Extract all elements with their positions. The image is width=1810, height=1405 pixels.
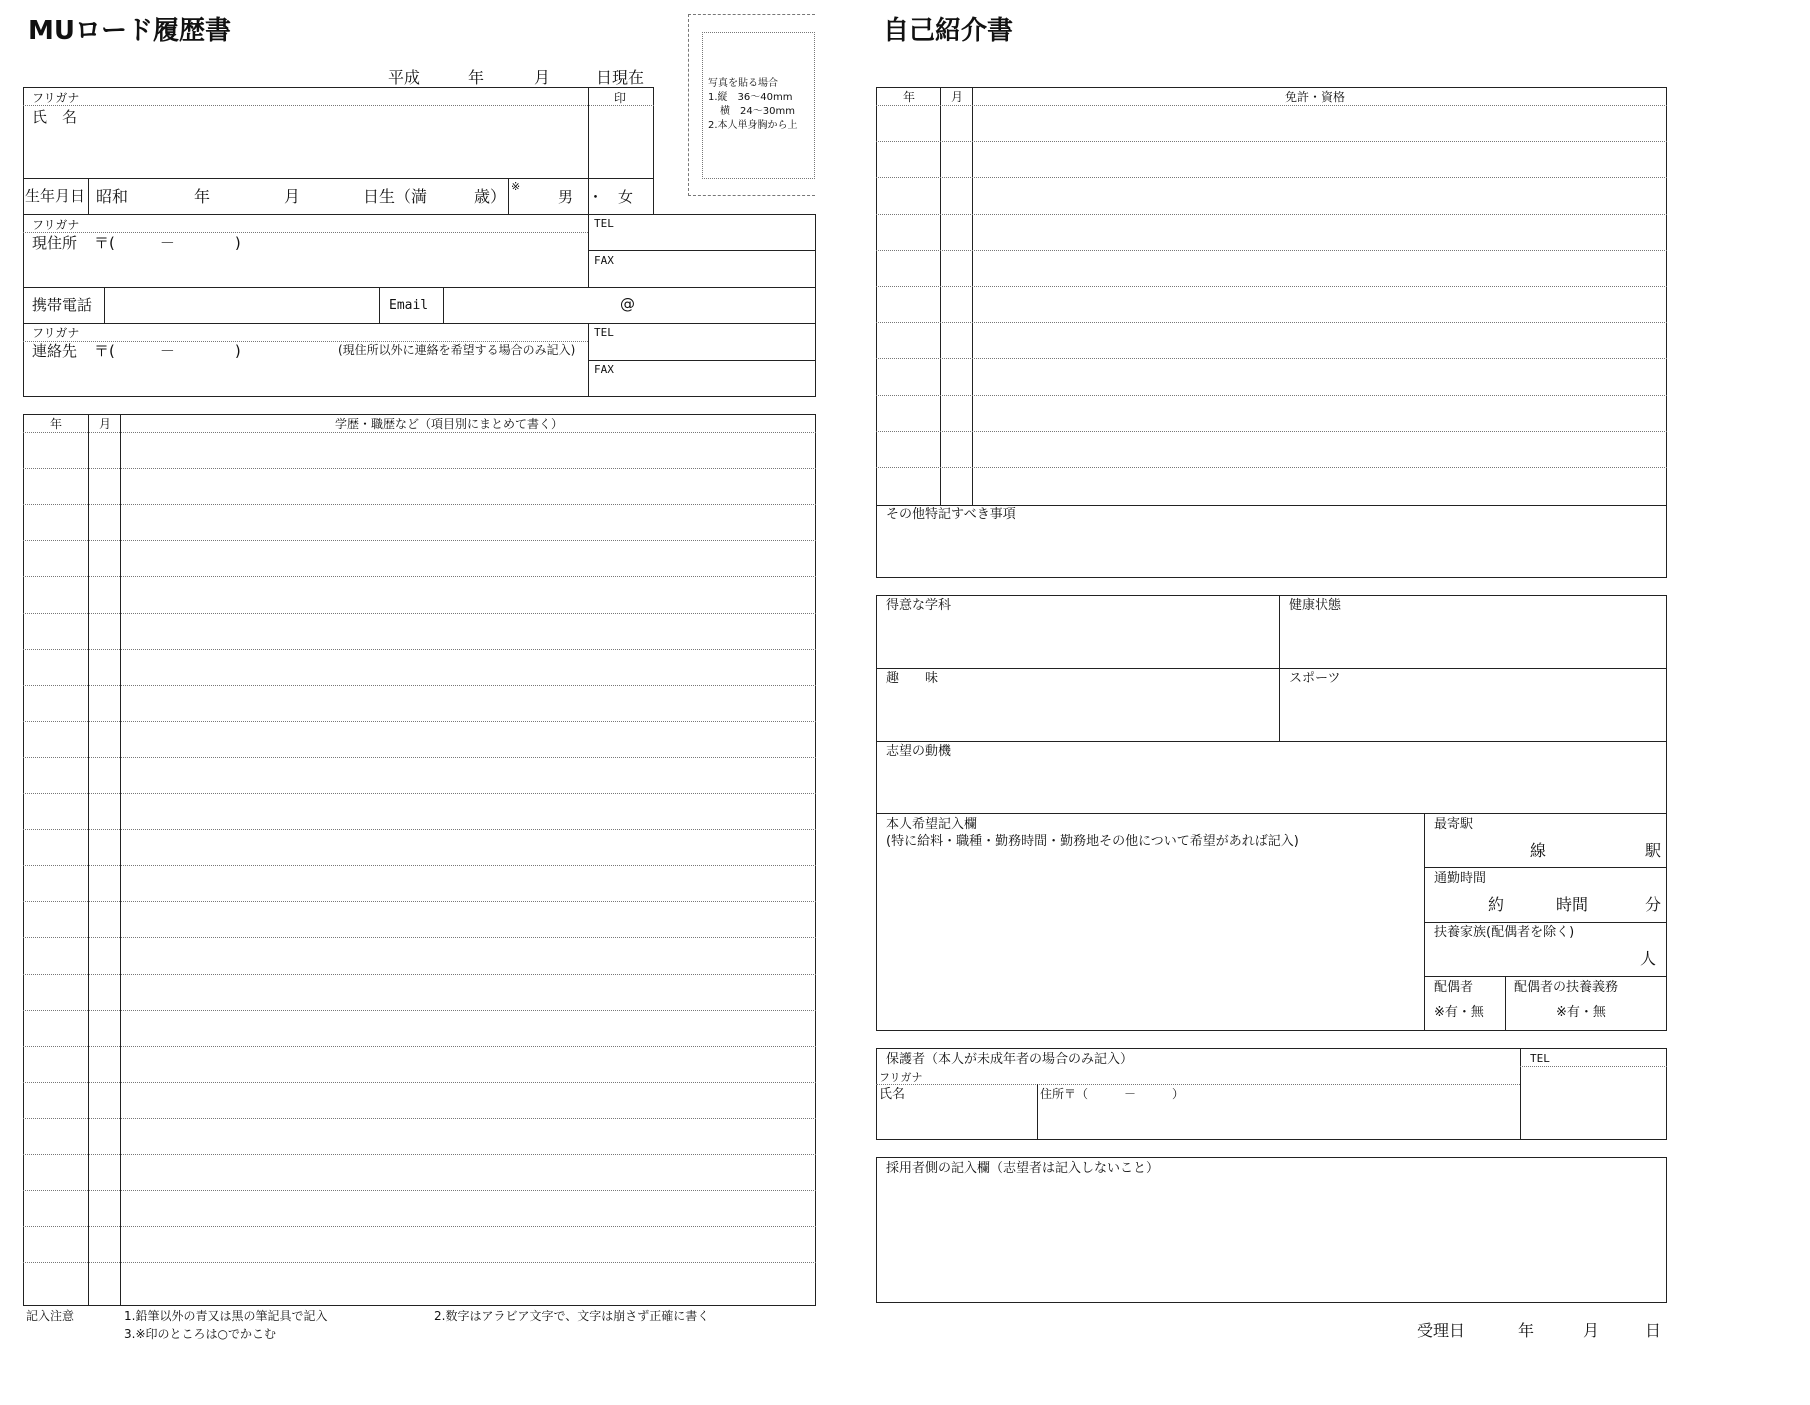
other-notes-field[interactable] (880, 526, 1660, 574)
birth-year: 年 (194, 187, 211, 206)
email-label: Email (389, 298, 429, 313)
station-label: 最寄駅 (1434, 817, 1474, 832)
guardian-tel-label: TEL (1530, 1052, 1550, 1065)
license-row[interactable] (876, 251, 1667, 285)
name-label: 氏 名 (32, 108, 78, 126)
health-label: 健康状態 (1289, 598, 1342, 613)
gender-mark: ※ (511, 180, 521, 193)
date-year: 年 (468, 68, 485, 87)
hobby-field[interactable] (880, 689, 1274, 737)
history-year-header: 年 (50, 417, 63, 431)
photo-note-3: 横 24～30mm (720, 106, 795, 117)
name-field[interactable] (90, 120, 580, 172)
history-row[interactable] (23, 505, 816, 539)
wishes-label: 本人希望記入欄 (886, 817, 978, 832)
health-field[interactable] (1283, 616, 1663, 664)
photo-note-1: 写真を貼る場合 (708, 78, 778, 89)
history-row[interactable] (23, 866, 816, 900)
wishes-note: (特に給料・職種・勤務時間・勤務地その他について希望があれば記入) (886, 834, 1299, 849)
history-row[interactable] (23, 1227, 816, 1261)
license-row[interactable] (876, 468, 1667, 502)
license-row[interactable] (876, 323, 1667, 357)
history-month-header: 月 (99, 417, 112, 431)
license-row[interactable] (876, 396, 1667, 430)
birth-label: 生年月日 (25, 187, 86, 205)
history-row[interactable] (23, 830, 816, 864)
note-3: 3.※印のところは○でかこむ (124, 1327, 276, 1341)
history-row[interactable] (23, 1191, 816, 1225)
received-day: 日 (1645, 1321, 1662, 1340)
commute-hours: 時間 (1556, 895, 1589, 914)
note-1: 1.鉛筆以外の青又は黒の筆記具で記入 (124, 1309, 328, 1323)
history-row[interactable] (23, 1263, 816, 1297)
birth-month: 月 (284, 187, 301, 206)
motivation-label: 志望の動機 (886, 744, 952, 759)
license-row[interactable] (876, 432, 1667, 466)
notes-label: 記入注意 (26, 1309, 75, 1323)
history-row[interactable] (23, 686, 816, 720)
history-row[interactable] (23, 975, 816, 1009)
employer-block (876, 1157, 1667, 1303)
license-row[interactable] (876, 106, 1667, 140)
history-main-header: 学歴・職歴など（項目別にまとめて書く） (335, 417, 564, 431)
license-row[interactable] (876, 359, 1667, 393)
note-2: 2.数字はアラビア文字で、文字は崩さず正確に書く (434, 1309, 710, 1323)
spouse-value[interactable]: ※有・無 (1434, 1005, 1484, 1020)
history-row[interactable] (23, 541, 816, 575)
guardian-address-label: 住所〒（ － ） (1040, 1087, 1185, 1101)
guardian-name-label: 氏名 (879, 1087, 906, 1102)
birth-day: 日生（満 (363, 187, 428, 206)
station-station: 駅 (1645, 841, 1662, 860)
spouse-label: 配偶者 (1434, 980, 1474, 995)
sports-label: スポーツ (1289, 671, 1341, 686)
seal-label: 印 (614, 91, 627, 105)
history-row[interactable] (23, 433, 816, 467)
contact-fax-label: FAX (594, 363, 614, 376)
good-subjects-field[interactable] (880, 616, 1274, 664)
license-row[interactable] (876, 287, 1667, 321)
commute-minutes: 分 (1645, 895, 1662, 914)
history-row[interactable] (23, 577, 816, 611)
other-notes-label: その他特記すべき事項 (886, 507, 1016, 522)
birth-era: 昭和 (96, 187, 129, 206)
history-row[interactable] (23, 758, 816, 792)
good-subjects-label: 得意な学科 (886, 598, 952, 613)
license-row[interactable] (876, 142, 1667, 176)
history-row[interactable] (23, 938, 816, 972)
resume-title: MUロード履歴書 (28, 16, 231, 46)
contact-tel-label: TEL (594, 326, 614, 339)
history-row[interactable] (23, 722, 816, 756)
commute-approx: 約 (1488, 895, 1505, 914)
date-month: 月 (534, 68, 551, 87)
address-tel-label: TEL (594, 217, 614, 230)
contact-note: (現住所以外に連絡を希望する場合のみ記入) (338, 343, 576, 357)
guardian-label: 保護者（本人が未成年者の場合のみ記入） (886, 1052, 1134, 1067)
photo-note-4: 2.本人単身胸から上 (708, 120, 798, 131)
received-month: 月 (1583, 1321, 1600, 1340)
received-year: 年 (1518, 1321, 1535, 1340)
name-furigana-label: フリガナ (32, 91, 80, 105)
mobile-field[interactable] (106, 290, 376, 321)
wishes-field[interactable] (880, 853, 1420, 1027)
photo-note-2: 1.縦 36～40mm (708, 92, 793, 103)
address-field[interactable] (96, 258, 582, 284)
dependents-label: 扶養家族(配偶者を除く) (1434, 925, 1575, 940)
history-row[interactable] (23, 1011, 816, 1045)
hobby-label: 趣 味 (886, 671, 939, 686)
license-year-header: 年 (903, 90, 916, 104)
history-row[interactable] (23, 1155, 816, 1189)
history-row[interactable] (23, 469, 816, 503)
spouse-support-value[interactable]: ※有・無 (1556, 1005, 1606, 1020)
history-row[interactable] (23, 902, 816, 936)
received-label: 受理日 (1417, 1321, 1466, 1340)
license-row[interactable] (876, 178, 1667, 212)
address-label: 現住所 (32, 234, 78, 252)
address-postal[interactable]: 〒( － ) (94, 234, 241, 252)
contact-label: 連絡先 (32, 342, 78, 360)
history-row[interactable] (23, 1119, 816, 1153)
motivation-field[interactable] (880, 762, 1660, 809)
license-month-header: 月 (951, 90, 964, 104)
dependents-unit: 人 (1640, 949, 1657, 968)
intro-title: 自己紹介書 (883, 16, 1014, 46)
contact-postal[interactable]: 〒( － ) (94, 342, 241, 360)
birth-age: 歳） (474, 187, 507, 206)
history-row[interactable] (23, 1047, 816, 1081)
gender-options[interactable]: 男 ・ 女 (558, 188, 634, 206)
address-furigana-label: フリガナ (32, 218, 80, 232)
date-era: 平成 (388, 68, 421, 87)
guardian-name-field[interactable] (880, 1104, 1032, 1136)
history-row[interactable] (23, 1083, 816, 1117)
history-row[interactable] (23, 794, 816, 828)
guardian-furigana-label: フリガナ (879, 1071, 923, 1084)
history-row[interactable] (23, 650, 816, 684)
seal-field[interactable] (592, 108, 650, 174)
commute-label: 通勤時間 (1434, 871, 1487, 886)
license-row[interactable] (876, 215, 1667, 249)
station-line: 線 (1530, 841, 1547, 860)
date-current: 日現在 (596, 68, 645, 87)
sports-field[interactable] (1283, 689, 1663, 737)
email-at-sign[interactable]: @ (620, 295, 635, 313)
contact-furigana-label: フリガナ (32, 326, 80, 340)
history-row[interactable] (23, 614, 816, 648)
employer-label: 採用者側の記入欄（志望者は記入しないこと） (886, 1161, 1160, 1176)
license-main-header: 免許・資格 (1285, 90, 1346, 104)
spouse-support-label: 配偶者の扶養義務 (1514, 980, 1619, 995)
address-fax-label: FAX (594, 254, 614, 267)
mobile-label: 携帯電話 (32, 296, 93, 314)
